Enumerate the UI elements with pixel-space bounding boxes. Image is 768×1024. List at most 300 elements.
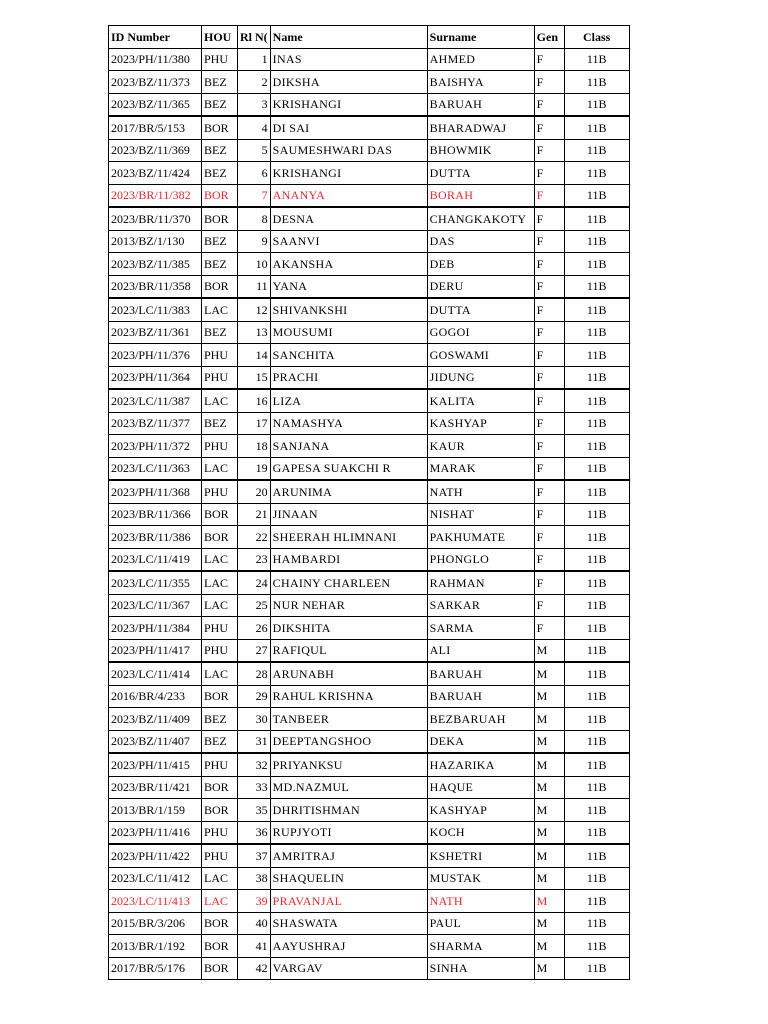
table-row (109, 162, 630, 185)
cell-id-number: 2023/PH/11/422 (109, 844, 202, 867)
header-house: HOU (202, 26, 238, 49)
cell-surname: NATH (427, 890, 534, 913)
cell-class: 11B (564, 776, 629, 799)
cell-roll-no: 26 (238, 617, 271, 640)
cell-roll-no: 11 (238, 275, 271, 298)
cell-surname: SARMA (427, 617, 534, 640)
table-row (109, 935, 630, 958)
cell-class: 11B (564, 730, 629, 753)
cell-gender: F (534, 275, 564, 298)
table-row (109, 184, 630, 207)
cell-id-number: 2023/BZ/11/409 (109, 708, 202, 731)
table-row (109, 435, 630, 458)
cell-id-number: 2016/BR/4/233 (109, 685, 202, 708)
cell-id-number: 2017/BR/5/153 (109, 116, 202, 139)
table-row (109, 890, 630, 913)
cell-house: PHU (202, 821, 238, 844)
cell-roll-no: 7 (238, 184, 271, 207)
cell-roll-no: 4 (238, 116, 271, 139)
cell-gender: M (534, 844, 564, 867)
table-row (109, 253, 630, 276)
cell-surname: HAQUE (427, 776, 534, 799)
cell-house: LAC (202, 662, 238, 685)
cell-name: JINAAN (270, 503, 427, 526)
cell-roll-no: 3 (238, 93, 271, 116)
cell-class: 11B (564, 389, 629, 412)
cell-id-number: 2023/BZ/11/377 (109, 412, 202, 435)
cell-surname: MARAK (427, 457, 534, 480)
table-row (109, 116, 630, 139)
cell-roll-no: 30 (238, 708, 271, 731)
cell-gender: F (534, 503, 564, 526)
cell-gender: F (534, 321, 564, 344)
cell-class: 11B (564, 139, 629, 162)
cell-name: TANBEER (270, 708, 427, 731)
cell-class: 11B (564, 321, 629, 344)
cell-class: 11B (564, 275, 629, 298)
cell-id-number: 2023/BR/11/421 (109, 776, 202, 799)
cell-name: DHRITISHMAN (270, 799, 427, 822)
table-header-row (109, 26, 630, 49)
cell-gender: F (534, 594, 564, 617)
cell-roll-no: 19 (238, 457, 271, 480)
cell-house: PHU (202, 48, 238, 71)
cell-name: PRACHI (270, 366, 427, 389)
cell-gender: M (534, 639, 564, 662)
cell-house: LAC (202, 571, 238, 594)
table-row (109, 275, 630, 298)
cell-name: MD.NAZMUL (270, 776, 427, 799)
cell-gender: M (534, 662, 564, 685)
cell-class: 11B (564, 526, 629, 549)
cell-roll-no: 33 (238, 776, 271, 799)
cell-name: SAANVI (270, 230, 427, 253)
cell-roll-no: 21 (238, 503, 271, 526)
cell-name: PRIYANKSU (270, 753, 427, 776)
header-id-number: ID Number (109, 26, 202, 49)
table-row (109, 957, 630, 980)
cell-id-number: 2023/PH/11/415 (109, 753, 202, 776)
table-row (109, 139, 630, 162)
cell-id-number: 2023/PH/11/417 (109, 639, 202, 662)
cell-gender: M (534, 912, 564, 935)
cell-id-number: 2023/LC/11/367 (109, 594, 202, 617)
cell-gender: F (534, 617, 564, 640)
cell-surname: MUSTAK (427, 867, 534, 890)
header-surname: Surname (427, 26, 534, 49)
cell-surname: BARUAH (427, 685, 534, 708)
cell-name: DI SAI (270, 116, 427, 139)
cell-roll-no: 12 (238, 298, 271, 321)
table-row (109, 776, 630, 799)
cell-class: 11B (564, 435, 629, 458)
cell-surname: SINHA (427, 957, 534, 980)
cell-roll-no: 13 (238, 321, 271, 344)
cell-name: ARUNIMA (270, 480, 427, 503)
cell-name: SHAQUELIN (270, 867, 427, 890)
cell-surname: CHANGKAKOTY (427, 207, 534, 230)
cell-class: 11B (564, 71, 629, 94)
cell-id-number: 2023/LC/11/413 (109, 890, 202, 913)
cell-surname: SARKAR (427, 594, 534, 617)
cell-name: ARUNABH (270, 662, 427, 685)
table-row (109, 685, 630, 708)
table-row (109, 912, 630, 935)
cell-class: 11B (564, 344, 629, 367)
cell-house: PHU (202, 480, 238, 503)
table-row (109, 639, 630, 662)
cell-name: VARGAV (270, 957, 427, 980)
cell-id-number: 2023/BZ/11/385 (109, 253, 202, 276)
cell-class: 11B (564, 162, 629, 185)
cell-roll-no: 23 (238, 548, 271, 571)
cell-gender: F (534, 139, 564, 162)
cell-gender: M (534, 890, 564, 913)
cell-surname: AHMED (427, 48, 534, 71)
cell-id-number: 2023/LC/11/412 (109, 867, 202, 890)
cell-house: LAC (202, 298, 238, 321)
cell-gender: M (534, 957, 564, 980)
cell-surname: KAUR (427, 435, 534, 458)
cell-surname: NISHAT (427, 503, 534, 526)
cell-class: 11B (564, 890, 629, 913)
cell-class: 11B (564, 457, 629, 480)
cell-id-number: 2023/BR/11/386 (109, 526, 202, 549)
cell-roll-no: 40 (238, 912, 271, 935)
cell-name: RUPJYOTI (270, 821, 427, 844)
cell-class: 11B (564, 93, 629, 116)
cell-house: BOR (202, 207, 238, 230)
cell-house: LAC (202, 457, 238, 480)
cell-roll-no: 8 (238, 207, 271, 230)
cell-gender: F (534, 526, 564, 549)
cell-id-number: 2023/BZ/11/369 (109, 139, 202, 162)
cell-name: SHEERAH HLIMNANI (270, 526, 427, 549)
cell-surname: DEKA (427, 730, 534, 753)
cell-id-number: 2023/PH/11/368 (109, 480, 202, 503)
cell-gender: M (534, 935, 564, 958)
cell-surname: DEB (427, 253, 534, 276)
cell-name: ANANYA (270, 184, 427, 207)
cell-class: 11B (564, 230, 629, 253)
cell-surname: HAZARIKA (427, 753, 534, 776)
table-row (109, 548, 630, 571)
cell-roll-no: 35 (238, 799, 271, 822)
cell-roll-no: 10 (238, 253, 271, 276)
cell-house: BOR (202, 503, 238, 526)
cell-id-number: 2023/LC/11/363 (109, 457, 202, 480)
table-row (109, 93, 630, 116)
cell-class: 11B (564, 594, 629, 617)
cell-class: 11B (564, 867, 629, 890)
cell-roll-no: 22 (238, 526, 271, 549)
cell-roll-no: 29 (238, 685, 271, 708)
cell-roll-no: 39 (238, 890, 271, 913)
cell-house: BEZ (202, 162, 238, 185)
cell-house: BOR (202, 685, 238, 708)
cell-gender: F (534, 457, 564, 480)
cell-house: LAC (202, 867, 238, 890)
cell-house: PHU (202, 344, 238, 367)
cell-gender: F (534, 435, 564, 458)
cell-surname: RAHMAN (427, 571, 534, 594)
cell-house: LAC (202, 548, 238, 571)
cell-roll-no: 16 (238, 389, 271, 412)
cell-house: BEZ (202, 230, 238, 253)
cell-name: DESNA (270, 207, 427, 230)
cell-name: CHAINY CHARLEEN (270, 571, 427, 594)
cell-house: BEZ (202, 253, 238, 276)
cell-class: 11B (564, 821, 629, 844)
student-roster-table (108, 25, 630, 980)
cell-id-number: 2023/LC/11/419 (109, 548, 202, 571)
cell-name: NAMASHYA (270, 412, 427, 435)
cell-name: AKANSHA (270, 253, 427, 276)
table-row (109, 366, 630, 389)
cell-surname: PHONGLO (427, 548, 534, 571)
table-row (109, 480, 630, 503)
cell-roll-no: 31 (238, 730, 271, 753)
cell-id-number: 2023/LC/11/387 (109, 389, 202, 412)
cell-house: BOR (202, 957, 238, 980)
cell-class: 11B (564, 753, 629, 776)
cell-class: 11B (564, 639, 629, 662)
cell-gender: M (534, 867, 564, 890)
cell-house: BOR (202, 799, 238, 822)
cell-class: 11B (564, 503, 629, 526)
cell-id-number: 2023/BZ/11/373 (109, 71, 202, 94)
cell-surname: BORAH (427, 184, 534, 207)
cell-name: NUR NEHAR (270, 594, 427, 617)
cell-roll-no: 27 (238, 639, 271, 662)
cell-surname: ALI (427, 639, 534, 662)
cell-gender: F (534, 162, 564, 185)
table-row (109, 503, 630, 526)
cell-house: BOR (202, 912, 238, 935)
cell-name: SANCHITA (270, 344, 427, 367)
cell-class: 11B (564, 366, 629, 389)
cell-name: GAPESA SUAKCHI R (270, 457, 427, 480)
cell-roll-no: 5 (238, 139, 271, 162)
cell-gender: M (534, 753, 564, 776)
cell-surname: BHOWMIK (427, 139, 534, 162)
cell-house: PHU (202, 366, 238, 389)
table-row (109, 844, 630, 867)
cell-name: KRISHANGI (270, 93, 427, 116)
cell-roll-no: 32 (238, 753, 271, 776)
cell-gender: M (534, 799, 564, 822)
cell-gender: F (534, 344, 564, 367)
cell-class: 11B (564, 184, 629, 207)
cell-house: BOR (202, 776, 238, 799)
cell-surname: KASHYAP (427, 799, 534, 822)
cell-roll-no: 38 (238, 867, 271, 890)
cell-id-number: 2017/BR/5/176 (109, 957, 202, 980)
cell-class: 11B (564, 685, 629, 708)
cell-id-number: 2023/PH/11/372 (109, 435, 202, 458)
cell-roll-no: 1 (238, 48, 271, 71)
cell-house: BEZ (202, 412, 238, 435)
cell-class: 11B (564, 116, 629, 139)
table-row (109, 799, 630, 822)
cell-name: LIZA (270, 389, 427, 412)
cell-gender: M (534, 708, 564, 731)
table-row (109, 821, 630, 844)
cell-gender: F (534, 93, 564, 116)
cell-class: 11B (564, 935, 629, 958)
cell-name: HAMBARDI (270, 548, 427, 571)
cell-house: BOR (202, 184, 238, 207)
cell-id-number: 2023/BZ/11/407 (109, 730, 202, 753)
cell-class: 11B (564, 548, 629, 571)
cell-surname: NATH (427, 480, 534, 503)
cell-roll-no: 37 (238, 844, 271, 867)
cell-house: PHU (202, 617, 238, 640)
header-roll-no: Rl N( (238, 26, 271, 49)
cell-class: 11B (564, 617, 629, 640)
table-row (109, 48, 630, 71)
cell-house: BEZ (202, 139, 238, 162)
cell-class: 11B (564, 298, 629, 321)
cell-id-number: 2023/LC/11/414 (109, 662, 202, 685)
cell-gender: F (534, 48, 564, 71)
cell-id-number: 2023/PH/11/384 (109, 617, 202, 640)
cell-class: 11B (564, 708, 629, 731)
table-row (109, 708, 630, 731)
cell-id-number: 2013/BR/1/159 (109, 799, 202, 822)
table-row (109, 526, 630, 549)
cell-gender: F (534, 253, 564, 276)
table-row (109, 730, 630, 753)
cell-name: INAS (270, 48, 427, 71)
cell-surname: KASHYAP (427, 412, 534, 435)
cell-surname: SHARMA (427, 935, 534, 958)
cell-surname: BARUAH (427, 93, 534, 116)
cell-surname: DUTTA (427, 298, 534, 321)
table-row (109, 867, 630, 890)
cell-class: 11B (564, 957, 629, 980)
cell-roll-no: 15 (238, 366, 271, 389)
cell-roll-no: 28 (238, 662, 271, 685)
cell-surname: KALITA (427, 389, 534, 412)
table-row (109, 617, 630, 640)
cell-gender: F (534, 207, 564, 230)
header-name: Name (270, 26, 427, 49)
cell-roll-no: 36 (238, 821, 271, 844)
table-row (109, 344, 630, 367)
cell-roll-no: 18 (238, 435, 271, 458)
cell-gender: F (534, 116, 564, 139)
cell-house: PHU (202, 435, 238, 458)
cell-class: 11B (564, 662, 629, 685)
cell-id-number: 2023/LC/11/355 (109, 571, 202, 594)
cell-surname: GOSWAMI (427, 344, 534, 367)
cell-name: SHASWATA (270, 912, 427, 935)
cell-surname: GOGOI (427, 321, 534, 344)
cell-name: SAUMESHWARI DAS (270, 139, 427, 162)
cell-name: KRISHANGI (270, 162, 427, 185)
cell-house: BEZ (202, 708, 238, 731)
cell-name: MOUSUMI (270, 321, 427, 344)
cell-roll-no: 42 (238, 957, 271, 980)
cell-id-number: 2023/BZ/11/424 (109, 162, 202, 185)
cell-name: DIKSHITA (270, 617, 427, 640)
cell-surname: DERU (427, 275, 534, 298)
cell-gender: M (534, 776, 564, 799)
cell-surname: DUTTA (427, 162, 534, 185)
cell-surname: JIDUNG (427, 366, 534, 389)
cell-house: LAC (202, 594, 238, 617)
cell-surname: KSHETRI (427, 844, 534, 867)
cell-gender: M (534, 821, 564, 844)
cell-roll-no: 17 (238, 412, 271, 435)
cell-name: YANA (270, 275, 427, 298)
cell-class: 11B (564, 571, 629, 594)
cell-id-number: 2023/BR/11/358 (109, 275, 202, 298)
cell-id-number: 2023/BR/11/366 (109, 503, 202, 526)
cell-id-number: 2015/BR/3/206 (109, 912, 202, 935)
cell-surname: DAS (427, 230, 534, 253)
cell-gender: M (534, 685, 564, 708)
table-row (109, 594, 630, 617)
cell-house: PHU (202, 639, 238, 662)
cell-house: LAC (202, 890, 238, 913)
cell-name: RAHUL KRISHNA (270, 685, 427, 708)
cell-house: BOR (202, 275, 238, 298)
cell-name: AMRITRAJ (270, 844, 427, 867)
cell-surname: BEZBARUAH (427, 708, 534, 731)
cell-roll-no: 41 (238, 935, 271, 958)
cell-gender: F (534, 412, 564, 435)
cell-class: 11B (564, 253, 629, 276)
table-row (109, 230, 630, 253)
table-row (109, 457, 630, 480)
cell-class: 11B (564, 912, 629, 935)
cell-surname: PAUL (427, 912, 534, 935)
table-row (109, 321, 630, 344)
cell-roll-no: 6 (238, 162, 271, 185)
cell-gender: F (534, 366, 564, 389)
table-row (109, 207, 630, 230)
cell-gender: F (534, 389, 564, 412)
cell-gender: F (534, 230, 564, 253)
cell-roll-no: 20 (238, 480, 271, 503)
cell-gender: F (534, 71, 564, 94)
cell-gender: M (534, 730, 564, 753)
cell-id-number: 2023/BZ/11/361 (109, 321, 202, 344)
cell-name: PRAVANJAL (270, 890, 427, 913)
cell-class: 11B (564, 412, 629, 435)
cell-id-number: 2023/PH/11/380 (109, 48, 202, 71)
cell-name: AAYUSHRAJ (270, 935, 427, 958)
table-row (109, 753, 630, 776)
cell-class: 11B (564, 480, 629, 503)
cell-roll-no: 9 (238, 230, 271, 253)
cell-class: 11B (564, 48, 629, 71)
cell-house: BOR (202, 526, 238, 549)
cell-name: DIKSHA (270, 71, 427, 94)
cell-gender: F (534, 184, 564, 207)
cell-id-number: 2013/BZ/1/130 (109, 230, 202, 253)
cell-id-number: 2023/LC/11/383 (109, 298, 202, 321)
cell-gender: F (534, 298, 564, 321)
cell-roll-no: 2 (238, 71, 271, 94)
cell-id-number: 2023/BR/11/370 (109, 207, 202, 230)
cell-surname: BAISHYA (427, 71, 534, 94)
cell-name: SHIVANKSHI (270, 298, 427, 321)
cell-class: 11B (564, 844, 629, 867)
cell-roll-no: 25 (238, 594, 271, 617)
